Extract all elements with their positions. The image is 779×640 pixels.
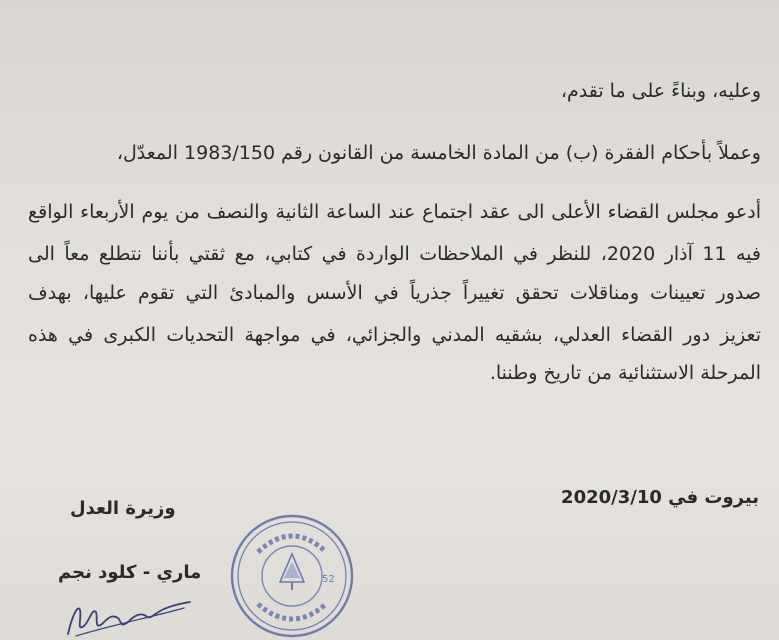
opening-line-1: وعليه، وبناءً على ما تقدم، xyxy=(560,80,761,102)
minister-name: ماري - كلود نجم xyxy=(58,562,202,583)
body-line-1: أدعو مجلس القضاء الأعلى الى عقد اجتماع عند الساعة الثانية والنصف من يوم الأربعاء الواقع xyxy=(28,201,761,223)
body-line-5: المرحلة الاستثنائية من تاريخ وطننا. xyxy=(489,362,761,384)
signature-icon xyxy=(58,596,198,640)
official-seal-icon xyxy=(228,512,356,640)
minister-title: وزيرة العدل xyxy=(70,498,176,519)
opening-line-2: وعملاً بأحكام الفقرة (ب) من المادة الخامسة من القانون رقم 1983/150 المعدّل، xyxy=(116,142,761,164)
body-line-4: تعزيز دور القضاء العدلي، بشقيه المدني والجزائي، في مواجهة التحديات الكبرى في هذه xyxy=(28,324,761,346)
body-line-2: فيه 11 آذار 2020، للنظر في الملاحظات الواردة في كتابي، مع ثقتي بأننا نتطلع معاً الى xyxy=(28,243,761,265)
body-line-3: صدور تعيينات ومناقلات تحقق تغييراً جذرياً في الأسس والمبادئ التي تقوم عليها، بهدف xyxy=(28,282,761,304)
place-date: بيروت في 2020/3/10 xyxy=(561,487,759,508)
seal-number: 52 xyxy=(322,574,335,585)
